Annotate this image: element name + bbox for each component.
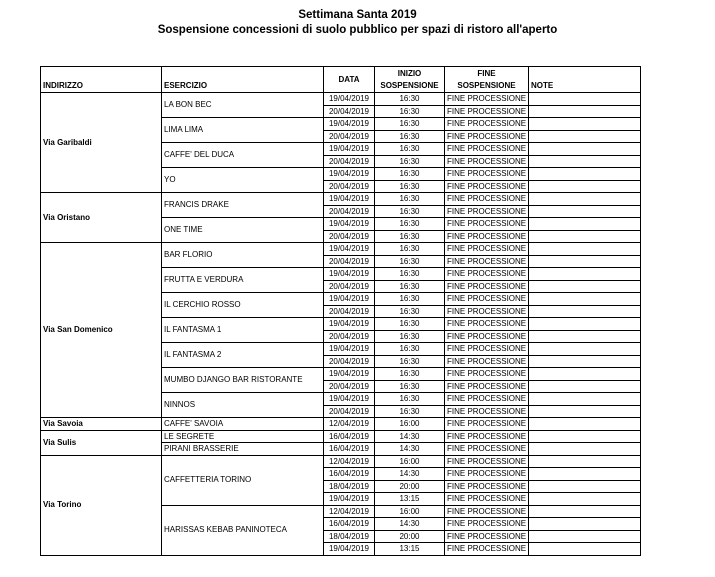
suspension-table bbox=[40, 66, 641, 556]
note-cell bbox=[529, 380, 641, 393]
start-time-cell: 16:30 bbox=[375, 368, 445, 381]
date-cell: 20/04/2019 bbox=[324, 180, 375, 193]
header-end-line1: FINE bbox=[477, 69, 496, 78]
note-cell bbox=[529, 268, 641, 281]
address-cell: Via Savoia bbox=[41, 418, 162, 431]
start-time-cell: 16:30 bbox=[375, 130, 445, 143]
note-cell bbox=[529, 280, 641, 293]
start-time-cell: 16:30 bbox=[375, 193, 445, 206]
business-cell: LIMA LIMA bbox=[162, 118, 324, 143]
end-time-cell: FINE PROCESSIONE bbox=[445, 368, 529, 381]
note-cell bbox=[529, 518, 641, 531]
end-time-cell: FINE PROCESSIONE bbox=[445, 405, 529, 418]
business-cell: LE SEGRETE bbox=[162, 430, 324, 443]
header-start bbox=[375, 67, 445, 93]
end-time-cell: FINE PROCESSIONE bbox=[445, 343, 529, 356]
note-cell bbox=[529, 393, 641, 406]
end-time-cell: FINE PROCESSIONE bbox=[445, 293, 529, 306]
document-title: Settimana Santa 2019 bbox=[298, 9, 417, 21]
note-cell bbox=[529, 193, 641, 206]
note-cell bbox=[529, 468, 641, 481]
business-cell: IL FANTASMA 1 bbox=[162, 318, 324, 343]
start-time-cell: 16:30 bbox=[375, 180, 445, 193]
end-time-cell: FINE PROCESSIONE bbox=[445, 355, 529, 368]
date-cell: 20/04/2019 bbox=[324, 355, 375, 368]
business-cell: FRANCIS DRAKE bbox=[162, 193, 324, 218]
date-cell: 16/04/2019 bbox=[324, 443, 375, 456]
end-time-cell: FINE PROCESSIONE bbox=[445, 143, 529, 156]
document-subtitle: Sospensione concessioni di suolo pubblico per spazi di ristoro all'aperto bbox=[157, 24, 558, 36]
start-time-cell: 16:30 bbox=[375, 293, 445, 306]
date-cell: 20/04/2019 bbox=[324, 130, 375, 143]
header-date: DATA bbox=[324, 67, 375, 93]
business-cell: FRUTTA E VERDURA bbox=[162, 268, 324, 293]
date-cell: 12/04/2019 bbox=[324, 418, 375, 431]
address-cell: Via Torino bbox=[41, 455, 162, 555]
business-cell: HARISSAS KEBAB PANINOTECA bbox=[162, 505, 324, 555]
start-time-cell: 13:15 bbox=[375, 493, 445, 506]
date-cell: 20/04/2019 bbox=[324, 380, 375, 393]
end-time-cell: FINE PROCESSIONE bbox=[445, 455, 529, 468]
date-cell: 20/04/2019 bbox=[324, 280, 375, 293]
note-cell bbox=[529, 343, 641, 356]
start-time-cell: 16:30 bbox=[375, 380, 445, 393]
start-time-cell: 14:30 bbox=[375, 443, 445, 456]
date-cell: 19/04/2019 bbox=[324, 318, 375, 331]
start-time-cell: 16:30 bbox=[375, 230, 445, 243]
end-time-cell: FINE PROCESSIONE bbox=[445, 480, 529, 493]
note-cell bbox=[529, 143, 641, 156]
date-cell: 19/04/2019 bbox=[324, 118, 375, 131]
end-time-cell: FINE PROCESSIONE bbox=[445, 205, 529, 218]
note-cell bbox=[529, 93, 641, 106]
note-cell bbox=[529, 418, 641, 431]
note-cell bbox=[529, 218, 641, 231]
document-header bbox=[0, 8, 715, 38]
start-time-cell: 20:00 bbox=[375, 530, 445, 543]
start-time-cell: 16:30 bbox=[375, 305, 445, 318]
date-cell: 18/04/2019 bbox=[324, 480, 375, 493]
end-time-cell: FINE PROCESSIONE bbox=[445, 305, 529, 318]
note-cell bbox=[529, 130, 641, 143]
date-cell: 20/04/2019 bbox=[324, 105, 375, 118]
end-time-cell: FINE PROCESSIONE bbox=[445, 543, 529, 556]
end-time-cell: FINE PROCESSIONE bbox=[445, 255, 529, 268]
date-cell: 20/04/2019 bbox=[324, 205, 375, 218]
note-cell bbox=[529, 355, 641, 368]
start-time-cell: 16:00 bbox=[375, 505, 445, 518]
start-time-cell: 14:30 bbox=[375, 468, 445, 481]
end-time-cell: FINE PROCESSIONE bbox=[445, 93, 529, 106]
date-cell: 20/04/2019 bbox=[324, 255, 375, 268]
end-time-cell: FINE PROCESSIONE bbox=[445, 130, 529, 143]
date-cell: 19/04/2019 bbox=[324, 368, 375, 381]
end-time-cell: FINE PROCESSIONE bbox=[445, 243, 529, 256]
note-cell bbox=[529, 430, 641, 443]
business-cell: IL CERCHIO ROSSO bbox=[162, 293, 324, 318]
date-cell: 12/04/2019 bbox=[324, 505, 375, 518]
date-cell: 19/04/2019 bbox=[324, 218, 375, 231]
business-cell: MUMBO DJANGO BAR RISTORANTE bbox=[162, 368, 324, 393]
end-time-cell: FINE PROCESSIONE bbox=[445, 155, 529, 168]
end-time-cell: FINE PROCESSIONE bbox=[445, 330, 529, 343]
date-cell: 16/04/2019 bbox=[324, 468, 375, 481]
business-cell: CAFFETTERIA TORINO bbox=[162, 455, 324, 505]
address-cell: Via Oristano bbox=[41, 193, 162, 243]
start-time-cell: 16:30 bbox=[375, 168, 445, 181]
end-time-cell: FINE PROCESSIONE bbox=[445, 380, 529, 393]
end-time-cell: FINE PROCESSIONE bbox=[445, 193, 529, 206]
end-time-cell: FINE PROCESSIONE bbox=[445, 118, 529, 131]
date-cell: 19/04/2019 bbox=[324, 293, 375, 306]
end-time-cell: FINE PROCESSIONE bbox=[445, 430, 529, 443]
start-time-cell: 16:00 bbox=[375, 455, 445, 468]
header-start-line1: INIZIO bbox=[397, 69, 422, 78]
start-time-cell: 16:30 bbox=[375, 330, 445, 343]
start-time-cell: 16:30 bbox=[375, 143, 445, 156]
date-cell: 19/04/2019 bbox=[324, 143, 375, 156]
date-cell: 19/04/2019 bbox=[324, 93, 375, 106]
end-time-cell: FINE PROCESSIONE bbox=[445, 393, 529, 406]
note-cell bbox=[529, 493, 641, 506]
table-row bbox=[41, 193, 641, 206]
start-time-cell: 16:00 bbox=[375, 418, 445, 431]
end-time-cell: FINE PROCESSIONE bbox=[445, 268, 529, 281]
note-cell bbox=[529, 155, 641, 168]
header-end bbox=[445, 67, 529, 93]
start-time-cell: 16:30 bbox=[375, 318, 445, 331]
note-cell bbox=[529, 168, 641, 181]
end-time-cell: FINE PROCESSIONE bbox=[445, 218, 529, 231]
note-cell bbox=[529, 330, 641, 343]
end-time-cell: FINE PROCESSIONE bbox=[445, 280, 529, 293]
start-time-cell: 16:30 bbox=[375, 118, 445, 131]
note-cell bbox=[529, 230, 641, 243]
date-cell: 18/04/2019 bbox=[324, 530, 375, 543]
date-cell: 19/04/2019 bbox=[324, 493, 375, 506]
start-time-cell: 16:30 bbox=[375, 243, 445, 256]
start-time-cell: 16:30 bbox=[375, 343, 445, 356]
date-cell: 20/04/2019 bbox=[324, 405, 375, 418]
start-time-cell: 16:30 bbox=[375, 255, 445, 268]
business-cell: LA BON BEC bbox=[162, 93, 324, 118]
start-time-cell: 16:30 bbox=[375, 268, 445, 281]
table-row bbox=[41, 418, 641, 431]
note-cell bbox=[529, 243, 641, 256]
business-cell: ONE TIME bbox=[162, 218, 324, 243]
business-cell: IL FANTASMA 2 bbox=[162, 343, 324, 368]
note-cell bbox=[529, 543, 641, 556]
end-time-cell: FINE PROCESSIONE bbox=[445, 493, 529, 506]
business-cell: YO bbox=[162, 168, 324, 193]
note-cell bbox=[529, 318, 641, 331]
end-time-cell: FINE PROCESSIONE bbox=[445, 505, 529, 518]
start-time-cell: 16:30 bbox=[375, 155, 445, 168]
date-cell: 19/04/2019 bbox=[324, 543, 375, 556]
address-cell: Via Sulis bbox=[41, 430, 162, 455]
end-time-cell: FINE PROCESSIONE bbox=[445, 318, 529, 331]
note-cell bbox=[529, 293, 641, 306]
start-time-cell: 16:30 bbox=[375, 280, 445, 293]
note-cell bbox=[529, 455, 641, 468]
end-time-cell: FINE PROCESSIONE bbox=[445, 530, 529, 543]
end-time-cell: FINE PROCESSIONE bbox=[445, 168, 529, 181]
start-time-cell: 20:00 bbox=[375, 480, 445, 493]
note-cell bbox=[529, 530, 641, 543]
start-time-cell: 16:30 bbox=[375, 105, 445, 118]
date-cell: 12/04/2019 bbox=[324, 455, 375, 468]
table-header-row bbox=[41, 67, 641, 93]
start-time-cell: 14:30 bbox=[375, 518, 445, 531]
note-cell bbox=[529, 255, 641, 268]
business-cell: BAR FLORIO bbox=[162, 243, 324, 268]
end-time-cell: FINE PROCESSIONE bbox=[445, 443, 529, 456]
business-cell: CAFFE' SAVOIA bbox=[162, 418, 324, 431]
date-cell: 20/04/2019 bbox=[324, 155, 375, 168]
date-cell: 16/04/2019 bbox=[324, 518, 375, 531]
end-time-cell: FINE PROCESSIONE bbox=[445, 230, 529, 243]
header-business: ESERCIZIO bbox=[162, 67, 324, 93]
table-row bbox=[41, 455, 641, 468]
note-cell bbox=[529, 443, 641, 456]
note-cell bbox=[529, 205, 641, 218]
table-row bbox=[41, 430, 641, 443]
note-cell bbox=[529, 480, 641, 493]
end-time-cell: FINE PROCESSIONE bbox=[445, 105, 529, 118]
table-body bbox=[41, 93, 641, 556]
table-row bbox=[41, 243, 641, 256]
table-row bbox=[41, 93, 641, 106]
note-cell bbox=[529, 368, 641, 381]
note-cell bbox=[529, 118, 641, 131]
date-cell: 20/04/2019 bbox=[324, 230, 375, 243]
address-cell: Via San Domenico bbox=[41, 243, 162, 418]
start-time-cell: 16:30 bbox=[375, 205, 445, 218]
note-cell bbox=[529, 505, 641, 518]
note-cell bbox=[529, 405, 641, 418]
end-time-cell: FINE PROCESSIONE bbox=[445, 180, 529, 193]
business-cell: CAFFE' DEL DUCA bbox=[162, 143, 324, 168]
date-cell: 19/04/2019 bbox=[324, 168, 375, 181]
header-start-line2: SOSPENSIONE bbox=[380, 80, 439, 90]
header-end-line2: SOSPENSIONE bbox=[457, 80, 516, 90]
start-time-cell: 16:30 bbox=[375, 355, 445, 368]
date-cell: 19/04/2019 bbox=[324, 193, 375, 206]
note-cell bbox=[529, 105, 641, 118]
date-cell: 19/04/2019 bbox=[324, 393, 375, 406]
header-address: INDIRIZZO bbox=[41, 67, 162, 93]
date-cell: 19/04/2019 bbox=[324, 343, 375, 356]
date-cell: 19/04/2019 bbox=[324, 268, 375, 281]
date-cell: 20/04/2019 bbox=[324, 305, 375, 318]
header-note: NOTE bbox=[529, 67, 641, 93]
start-time-cell: 16:30 bbox=[375, 393, 445, 406]
date-cell: 20/04/2019 bbox=[324, 330, 375, 343]
address-cell: Via Garibaldi bbox=[41, 93, 162, 193]
start-time-cell: 13:15 bbox=[375, 543, 445, 556]
start-time-cell: 14:30 bbox=[375, 430, 445, 443]
end-time-cell: FINE PROCESSIONE bbox=[445, 418, 529, 431]
start-time-cell: 16:30 bbox=[375, 405, 445, 418]
business-cell: PIRANI BRASSERIE bbox=[162, 443, 324, 456]
start-time-cell: 16:30 bbox=[375, 93, 445, 106]
start-time-cell: 16:30 bbox=[375, 218, 445, 231]
date-cell: 19/04/2019 bbox=[324, 243, 375, 256]
end-time-cell: FINE PROCESSIONE bbox=[445, 468, 529, 481]
note-cell bbox=[529, 305, 641, 318]
note-cell bbox=[529, 180, 641, 193]
business-cell: NINNOS bbox=[162, 393, 324, 418]
date-cell: 16/04/2019 bbox=[324, 430, 375, 443]
end-time-cell: FINE PROCESSIONE bbox=[445, 518, 529, 531]
